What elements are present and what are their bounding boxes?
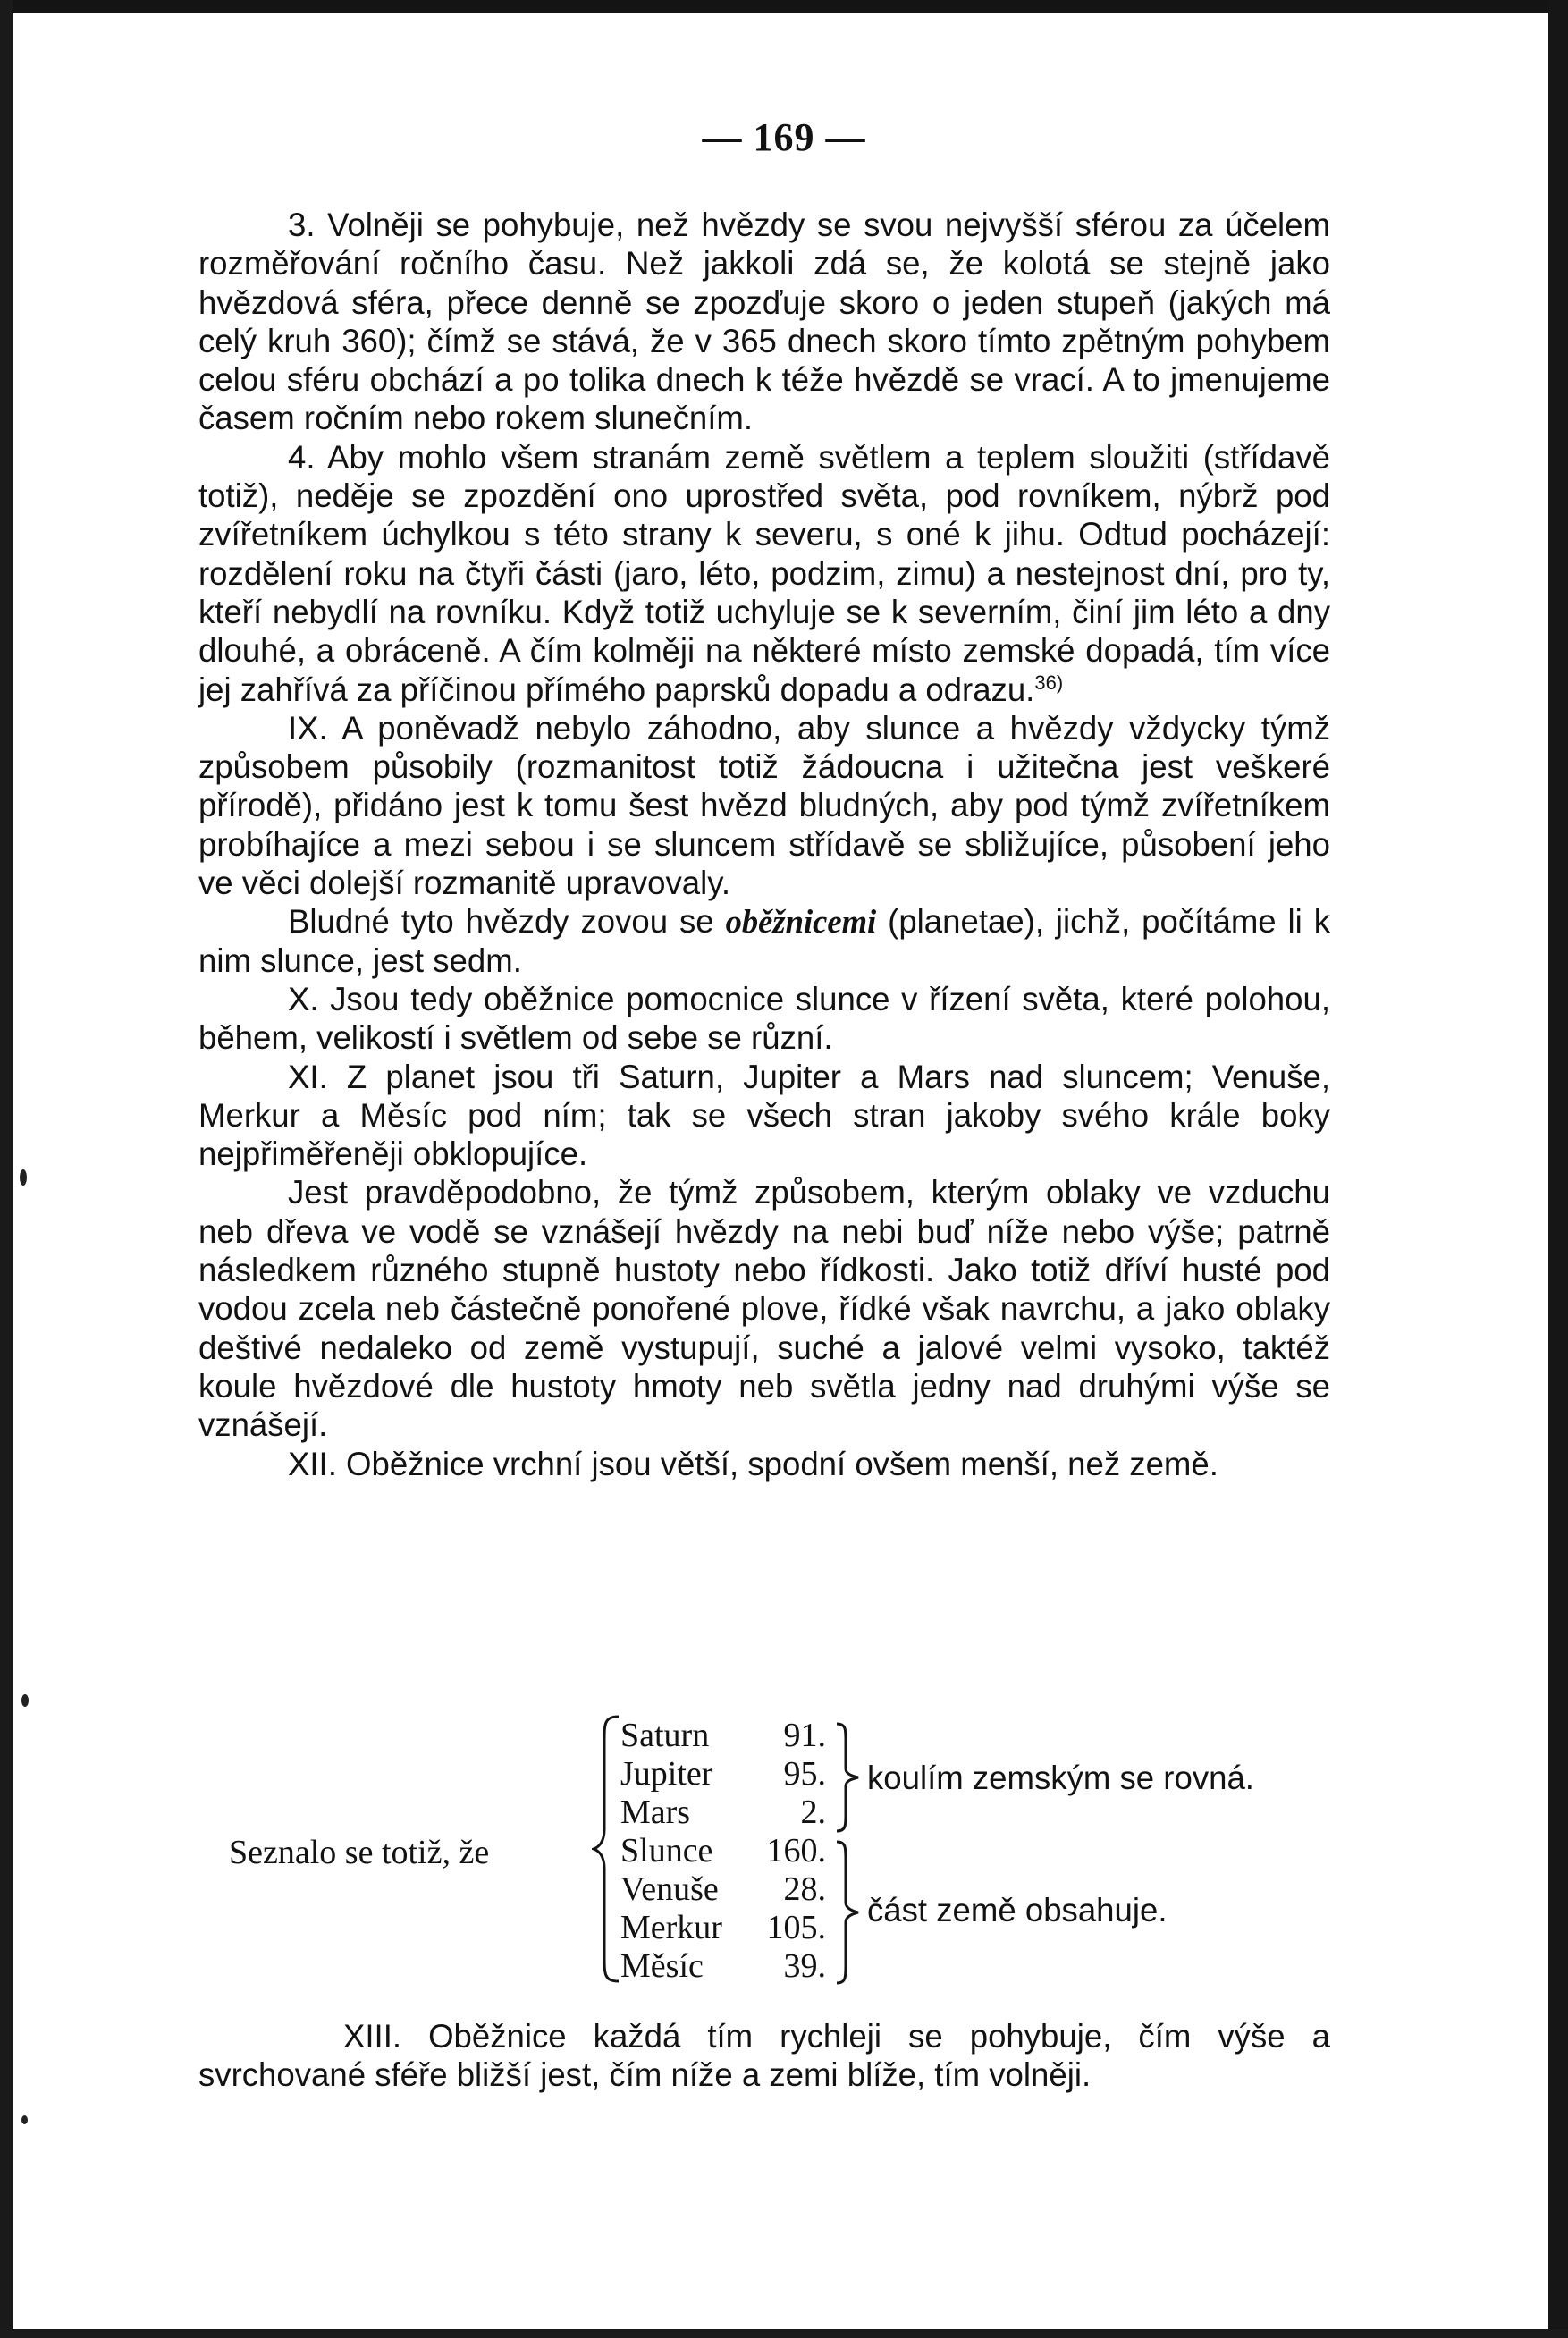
group-b-text: část země obsahuje.	[867, 1892, 1168, 1929]
planet-name: Měsíc	[620, 1947, 704, 1985]
scan-border-right	[1548, 0, 1568, 2338]
planet-list	[620, 1717, 826, 1986]
planet-value: 2.	[800, 1794, 826, 1831]
page-number: — 169 —	[702, 115, 866, 159]
scan-border-bottom	[0, 2329, 1568, 2338]
planets-term: oběžnicemi	[725, 903, 877, 941]
planet-value: 28.	[783, 1870, 826, 1908]
table-lead-text: Seznalo se totiž, že	[229, 1834, 490, 1871]
planet-name: Mars	[620, 1794, 691, 1831]
right-brace-upper	[835, 1722, 860, 1833]
planet-value: 160.	[766, 1832, 826, 1870]
planet-value: 39.	[783, 1947, 826, 1985]
scan-border-left	[0, 0, 13, 2338]
margin-speck	[21, 1694, 29, 1707]
paragraph-xiii: XIII. Oběžnice každá tím rychleji se pohybuje, čím výše a svrchované sféře bližší jest, čím níže a zemi blíže, tím volněji.	[198, 2018, 1330, 2094]
main-text	[198, 206, 1330, 1483]
right-brace-lower	[835, 1840, 860, 1985]
planet-name: Merkur	[620, 1909, 722, 1946]
paragraph-4	[198, 438, 1330, 709]
margin-speck	[21, 2115, 28, 2124]
planet-name: Slunce	[620, 1832, 713, 1870]
planet-row	[620, 1794, 826, 1832]
planet-row	[620, 1947, 826, 1986]
paragraph-xii: XII. Oběžnice vrchní jsou větší, spodní ovšem menší, než země.	[288, 1445, 1218, 1482]
planet-row	[620, 1832, 826, 1870]
group-a-text: koulím zemským se rovná.	[867, 1760, 1254, 1796]
planet-row	[620, 1909, 826, 1947]
paragraph-density: Jest pravděpodobno, že týmž způsobem, kterým oblaky ve vzduchu neb dřeva ve vodě se vznášejí hvězdy na nebi buď níže nebo výše; patrně následkem různého stupně hustoty nebo řídkosti. Jako totiž dříví husté pod vodou zcela neb částečně ponořené plove, řídké však navrchu, a jako oblaky deštivé nedaleko od země vystupují, suché a jalové velmi vysoko, taktéž koule hvězdové dle hustoty hmoty neb světla jedny nad druhými výše se vznášejí.	[198, 1174, 1330, 1444]
footnote-ref: 36)	[1034, 671, 1064, 694]
planet-value: 91.	[783, 1717, 826, 1754]
planets-before: Bludné tyto hvězdy zovou se	[288, 903, 714, 941]
paragraph-xi: XI. Z planet jsou tři Saturn, Jupiter a Mars nad sluncem; Venuše, Merkur a Měsíc pod ním; tak se všech stran jakoby svého krále boky nejpřiměřeněji obklopujíce.	[198, 1058, 1330, 1173]
planet-name: Jupiter	[620, 1755, 713, 1793]
paragraph-4-text: 4. Aby mohlo všem stranám země světlem a teplem sloužiti (střídavě totiž), neděje se zpozdění ono uprostřed světa, pod rovníkem, nýbrž pod zvířetníkem úchylkou s této strany k severu, s oné k jihu. Odtud pocházejí: rozdělení roku na čtyři části (jaro, léto, podzim, zimu) a nestejnost dní, pro ty, kteří nebydlí na rovníku. Když totiž uchyluje se k severním, činí jim léto a dny dlouhé, a obráceně. A čím kolměji na některé místo zemské dopadá, tím více jej zahřívá za příčinou přímého paprsků dopadu a odrazu.	[198, 438, 1330, 708]
planet-row	[620, 1717, 826, 1755]
planet-value: 95.	[783, 1755, 826, 1793]
paragraph-x: X. Jsou tedy oběžnice pomocnice slunce v řízení světa, které polohou, během, velikostí i světlem od sebe se různí.	[198, 980, 1330, 1057]
planets-after: (planetae), jichž, počítáme li k nim slunce, jest sedm.	[198, 903, 1331, 979]
planet-value: 105.	[766, 1909, 826, 1946]
scan-border-top	[0, 0, 1568, 13]
paragraph-ix: IX. A poněvadž nebylo záhodno, aby slunce a hvězdy vždycky týmž způsobem působily (rozmanitost totiž žádoucna i užitečna jest veškeré přírodě), přidáno jest k tomu šest hvězd bludných, aby pod týmž zvířetníkem probíhajíce a mezi sebou i se sluncem střídavě se sbližujíce, působení jeho ve věci dolejší rozmanitě upravovaly.	[198, 709, 1330, 902]
planet-name: Saturn	[620, 1717, 710, 1754]
planet-row	[620, 1870, 826, 1909]
closing-text	[198, 2017, 1330, 2095]
paragraph-planets	[198, 902, 1330, 980]
paragraph-3: 3. Volněji se pohybuje, než hvězdy se svou nejvyšší sférou za účelem rozměřování ročního času. Než jakkoli zdá se, že kolotá se stejně jako hvězdová sféra, přece denně se zpozďuje skoro o jeden stupeň (jakých má celý kruh 360); čímž se stává, že v 365 dnech skoro tímto zpětným pohybem celou sféru obchází a po tolika dnech k téže hvězdě se vrací. A to jmenujeme časem ročním nebo rokem slunečním.	[198, 207, 1330, 437]
planet-row	[620, 1755, 826, 1794]
planet-size-table	[198, 1717, 1343, 1994]
planet-name: Venuše	[620, 1870, 719, 1908]
margin-speck	[20, 1169, 27, 1186]
